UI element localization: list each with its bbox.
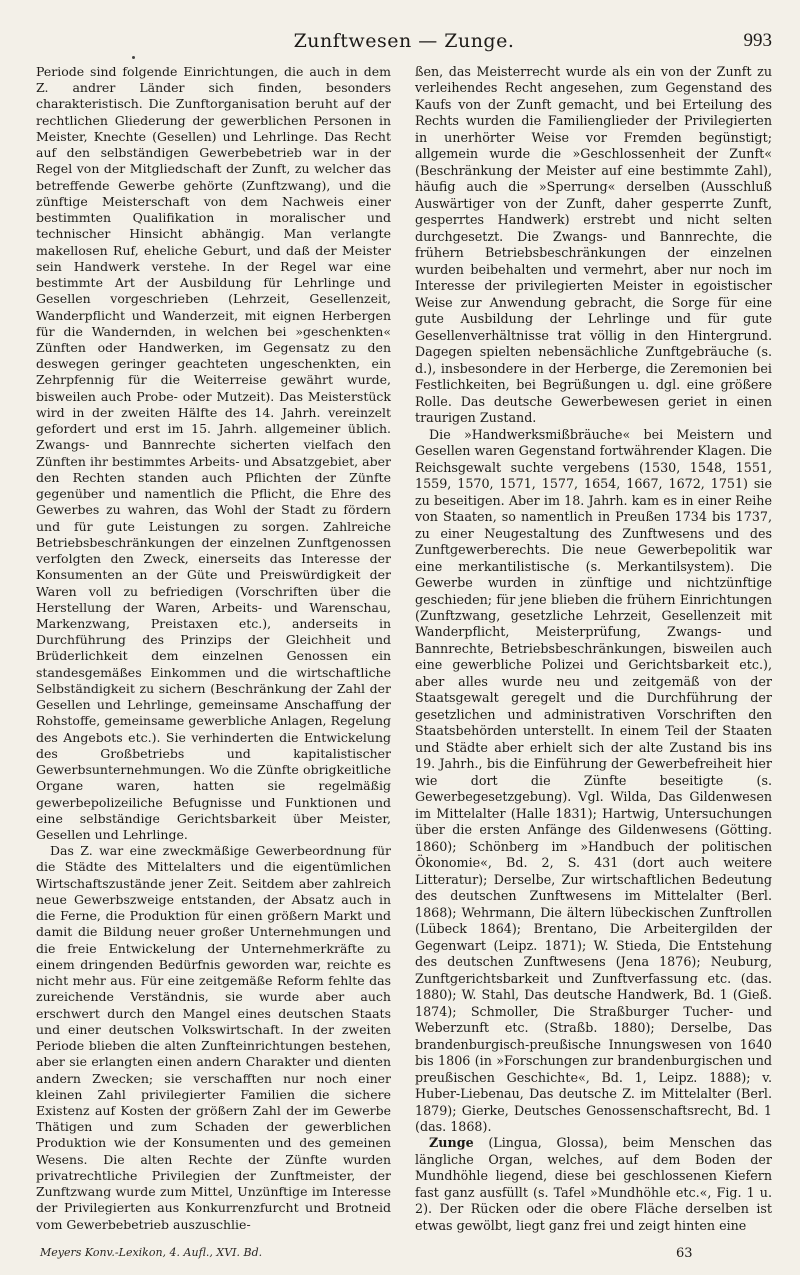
entry-text: (Lingua, Glossa), beim Menschen das längliche Organ, welches, auf dem Boden der Mundhöhle liegend, diese bei geschlossenen Kiefern fast ganz ausfüllt (s. Tafel »Mundhöhle etc.«, Fig. 1 u. 2). Der Rücken oder die obere Fläche derselben ist etwas gewölbt, liegt ganz frei und zeigt hinten eine (415, 1135, 772, 1233)
page-number: 993 (743, 30, 772, 51)
footer-imprint: Meyers Konv.-Lexikon, 4. Aufl., XVI. Bd. (40, 1246, 263, 1259)
paragraph: Die »Handwerksmißbräuche« bei Meistern und Gesellen waren Gegenstand fortwährender Klagen. Die Reichsgewalt suchte vergebens (1530, 1548, 1551, 1559, 1570, 1571, 1577, 1654, 1667, 1672, 1751) sie zu beseitigen. Aber im 18. Jahrh. kam es in einer Reihe von Staaten, so namentlich in Preußen 1734 bis 1737, zu einer Neugestaltung des Zunftwesens und des Zunftgewerberechts. Die neue Gewerbepolitik war eine merkantilistische (s. Merkantilsystem). Die Gewerbe wurden in zünftige und nichtzünftige geschieden; für jene blieben die frühern Einrichtungen (Zunftzwang, gesetzliche Lehrzeit, Gesellenzeit mit Wanderpflicht, Meisterprüfung, Zwangs- und Bannrechte, Betriebsbeschränkungen, bisweilen auch eine gewerbliche Polizei und Gerichtsbarkeit etc.), aber alles wurde neu und zeitgemäß von der Staatsgewalt geregelt und die Durchführung der gesetzlichen und administrativen Vorschriften den Staatsbehörden unterstellt. In einem Teil der Staaten und Städte aber erhielt sich der alte Zustand bis ins 19. Jahrh., bis die Einführung der Gewerbefreiheit hier wie dort die Zünfte beseitigte (s. Gewerbegesetzgebung). Vgl. Wilda, Das Gildenwesen im Mittelalter (Halle 1831); Hartwig, Untersuchungen über die ersten Anfänge des Gildenwesens (Götting. 1860); Schönberg im »Handbuch der politischen Ökonomie«, Bd. 2, S. 431 (dort auch weitere Litteratur); Derselbe, Zur wirtschaftlichen Bedeutung des deutschen Zunftwesens im Mittelalter (Berl. 1868); Wehrmann, Die ältern lübeckischen Zunftrollen (Lübeck 1864); Brentano, Die Arbeitergilden der Gegenwart (Leipz. 1871); W. Stieda, Die Entstehung des deutschen Zunftwesens (Jena 1876); Neuburg, Zunftgerichtsbarkeit und Zunftverfassung etc. (das. 1880); W. Stahl, Das deutsche Handwerk, Bd. 1 (Gieß. 1874); Schmoller, Die Straßburger Tucher- und Weberzunft etc. (Straßb. 1880); Derselbe, Das brandenburgisch-preußische Innungswesen von 1640 bis 1806 (in »Forschungen zur brandenburgischen und preußischen Geschichte«, Bd. 1, Leipz. 1888); v. Huber-Liebenau, Das deutsche Z. im Mittelalter (Berl. 1879); Gierke, Deutsches Genossenschaftsrecht, Bd. 1 (das. 1868). (415, 426, 772, 1134)
print-speck (132, 56, 135, 59)
page-header (36, 28, 772, 58)
paragraph: Das Z. war eine zweckmäßige Gewerbeordnung für die Städte des Mittelalters und die eigentümlichen Wirtschaftszustände jener Zeit. Seitdem aber zahlreich neue Gewerbszweige entstanden, der Absatz auch in die Ferne, die Produktion für einen größern Markt und damit die Bildung neuer großer Unternehmungen und die freie Entwickelung der Unternehmerkräfte zu einem dringenden Bedürfnis geworden war, reichte es nicht mehr aus. Für eine zeitgemäße Reform fehlte das zureichende Verständnis, sie wurde aber auch erschwert durch den Mangel eines deutschen Staats und einer deutschen Volkswirtschaft. In der zweiten Periode blieben die alten Zunfteinrichtungen bestehen, aber sie erlangten einen andern Charakter und dienten andern Zwecken; sie verschafften nur noch einer kleinen Zahl privilegierter Familien die sichere Existenz auf Kosten der größern Zahl der im Gewerbe Thätigen und zum Schaden der gewerblichen Produktion wie der Konsumenten und des gemeinen Wesens. Die alten Rechte der Zünfte wurden privatrechtliche Privilegien der Zunftmeister, der Zunftzwang wurde zum Mittel, Unzünftige im Interesse der Privilegierten aus Konkurrenzfurcht und Brotneid vom Gewerbebetrieb auszuschlie- (36, 843, 391, 1232)
left-column (36, 64, 391, 1233)
zunge-entry (415, 1135, 772, 1234)
paragraph: Periode sind folgende Einrichtungen, die auch in dem Z. andrer Länder sich finden, besonders charakteristisch. Die Zunftorganisation beruht auf der rechtlichen Gliederung der gewerblichen Personen in Meister, Knechte (Gesellen) und Lehrlinge. Das Recht auf den selbständigen Gewerbebetrieb war in der Regel von der Mitgliedschaft der Zunft, zu welcher das betreffende Gewerbe gehörte (Zunftzwang), und die zünftige Meisterschaft von dem Nachweis einer bestimmten Qualifikation in moralischer und technischer Hinsicht abhängig. Man verlangte makellosen Ruf, eheliche Geburt, und daß der Meister sein Handwerk verstehe. In der Regel war eine bestimmte Art der Ausbildung für Lehrlinge und Gesellen vorgeschrieben (Lehrzeit, Gesellenzeit, Wanderpflicht und Wanderzeit, mit eignen Herbergen für die Wandernden, in welchen bei »geschenkten« Zünften oder Handwerken, im Gegensatz zu den deswegen geringer geachteten ungeschenkten, ein Zehrpfennig für die Weiterreise gewährt wurde, bisweilen auch Probe- oder Mutzeit). Das Meisterstück wird in der zweiten Hälfte des 14. Jahrh. vereinzelt gefordert und erst im 15. Jahrh. allgemeiner üblich. Zwangs- und Bannrechte sicherten vielfach den Zünften ihr bestimmtes Arbeits- und Absatzgebiet, aber den Rechten standen auch Pflichten der Zünfte gegenüber und namentlich die Pflicht, die Ehre des Gewerbes zu wahren, das Wohl der Stadt zu fördern und für gute Leistungen zu sorgen. Zahlreiche Betriebsbeschränkungen der einzelnen Zunftgenossen verfolgten den Zweck, einerseits das Interesse der Konsumenten an der Güte und Preiswürdigkeit der Waren voll zu befriedigen (Vorschriften über die Herstellung der Waren, Arbeits- und Warenschau, Markenzwang, Preistaxen etc.), anderseits in Durchführung des Prinzips der Gleichheit und Brüderlichkeit dem einzelnen Genossen ein standesgemäßes Einkommen und die wirtschaftliche Selbständigkeit zu sichern (Beschränkung der Zahl der Gesellen und Lehrlinge, gemeinsame Anschaffung der Rohstoffe, gemeinsame gewerbliche Anlagen, Regelung des Angebots etc.). Sie verhinderten die Entwickelung des Großbetriebs und kapitalistischer Gewerbsunternehmungen. Wo die Zünfte obrigkeitliche Organe waren, hatten sie regelmäßig gewerbepolizeiliche Befugnisse und Funktionen und eine selbständige Gerichtsbarkeit über Meister, Gesellen und Lehrlinge. (36, 64, 391, 843)
paragraph: ßen, das Meisterrecht wurde als ein von der Zunft zu verleihendes Recht angesehen, zum Gegenstand des Kaufs von der Zunft gemacht, und bei Erteilung des Rechts wurden die Familienglieder der Privilegierten in unerhörter Weise vor Fremden begünstigt; allgemein wurde die »Geschlossenheit der Zunft« (Beschränkung der Meister auf eine bestimmte Zahl), häufig auch die »Sperrung« derselben (Ausschluß Auswärtiger von der Zunft, daher gesperrte Zunft, gesperrtes Handwerk) erstrebt und nicht selten durchgesetzt. Die Zwangs- und Bannrechte, die frühern Betriebsbeschränkungen der einzelnen wurden beibehalten und vermehrt, aber nur noch im Interesse der privilegierten Meister in egoistischer Weise zur Anwendung gebracht, die Sorge für eine gute Ausbildung der Lehrlinge und für gute Gesellenverhältnisse trat völlig in den Hintergrund. Dagegen spielten nebensächliche Zunftgebräuche (s. d.), insbesondere in der Herberge, die Zeremonien bei Festlichkeiten, bei Begrüßungen u. dgl. eine größere Rolle. Das deutsche Gewerbewesen geriet in einen traurigen Zustand. (415, 64, 772, 426)
right-column (415, 64, 772, 1234)
signature-mark: 63 (676, 1246, 693, 1261)
running-title: Zunftwesen — Zunge. (293, 30, 515, 52)
entry-headword: Zunge (429, 1135, 474, 1151)
